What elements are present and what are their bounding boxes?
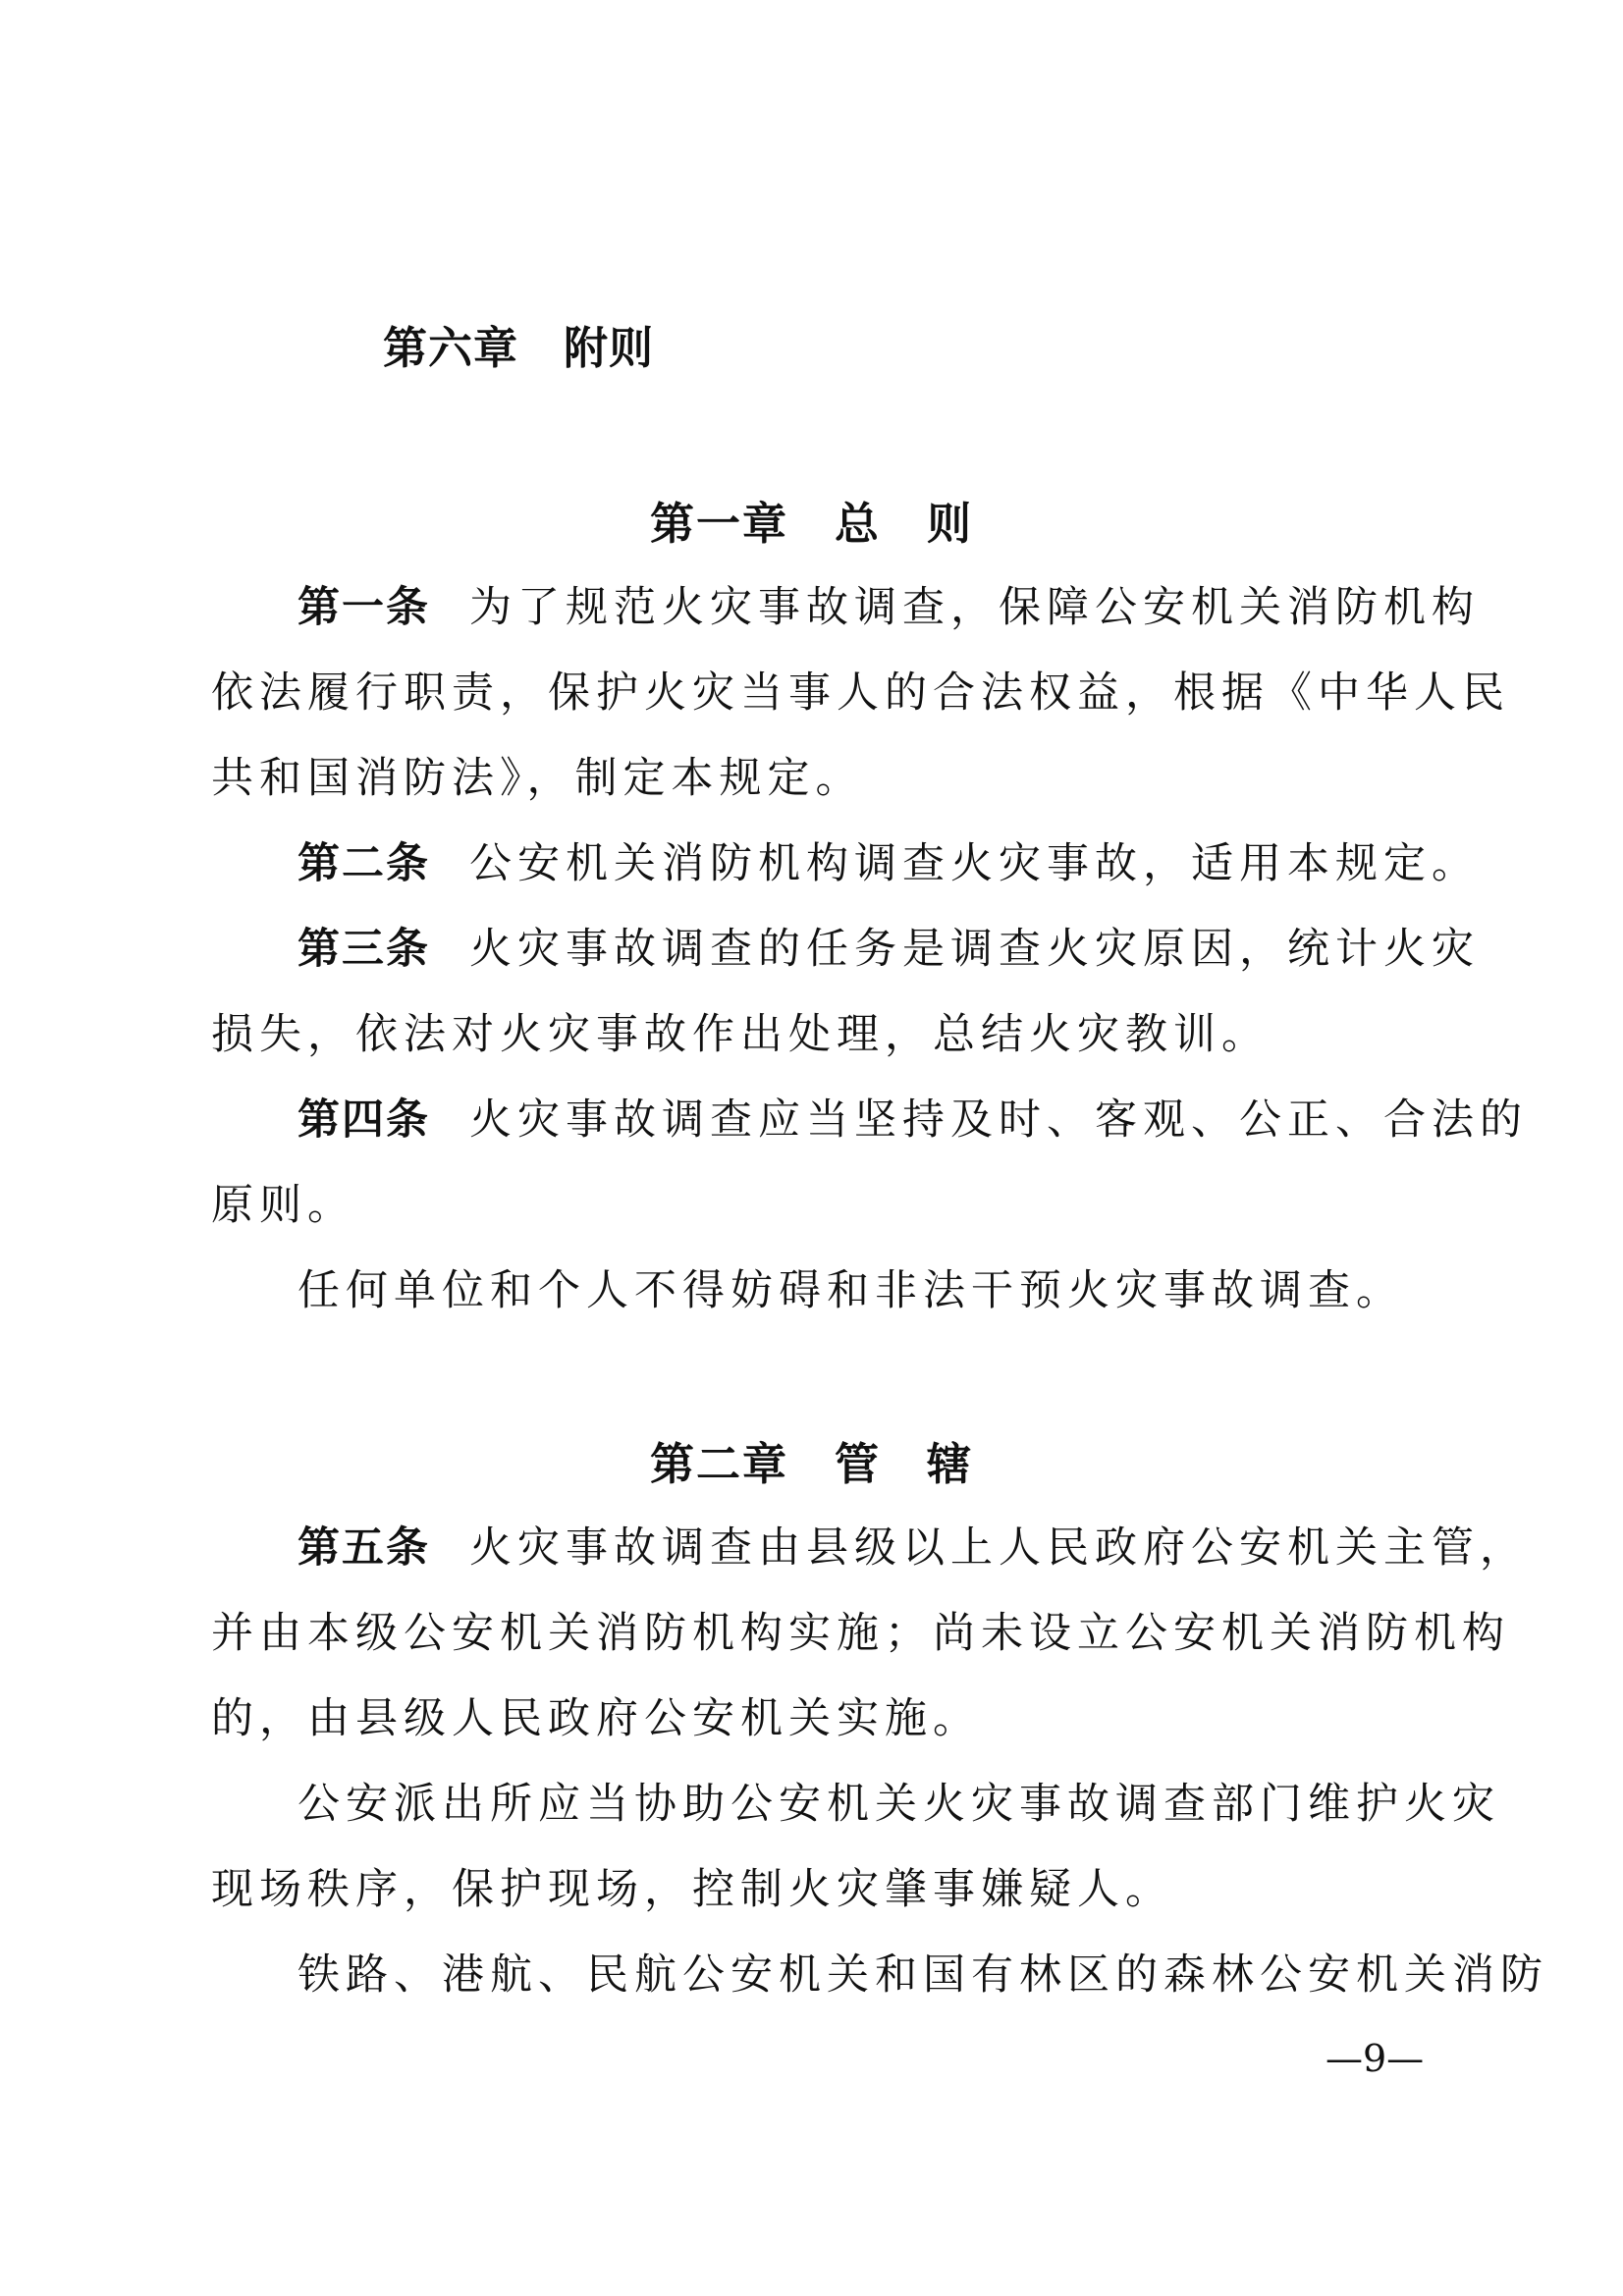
article-1-line-1 — [298, 574, 1480, 634]
chapter-six-heading: 第六章 附则 — [383, 322, 655, 374]
article-2-text-1: 公安机关消防机构调查火灾事故，适用本规定。 — [469, 839, 1480, 888]
chapter-two-title: 第二章 管 辖 — [649, 1438, 973, 1490]
article-2-label: 第二条 — [298, 839, 430, 888]
article-3-line-2: 损失，依法对火灾事故作出处理，总结火灾教训。 — [211, 1010, 1270, 1059]
page-number: —9— — [1325, 2037, 1425, 2080]
chapter-one-title: 第一章 总 则 — [649, 498, 973, 550]
article-1-text-1: 为了规范火灾事故调查，保障公安机关消防机构 — [469, 583, 1480, 632]
article-5-paragraph-2-line-2: 现场秩序，保护现场，控制火灾肇事嫌疑人。 — [211, 1865, 1173, 1914]
article-5-paragraph-2-line-1: 公安派出所应当协助公安机关火灾事故调查部门维护火灾 — [298, 1780, 1500, 1829]
article-3-text-1: 火灾事故调查的任务是调查火灾原因，统计火灾 — [469, 925, 1480, 974]
article-5-line-1 — [298, 1515, 1528, 1575]
article-2-line-1 — [298, 830, 1480, 890]
article-4-label: 第四条 — [298, 1095, 430, 1145]
article-5-text-1: 火灾事故调查由县级以上人民政府公安机关主管， — [469, 1523, 1528, 1573]
article-5-paragraph-3-line-1: 铁路、港航、民航公安机关和国有林区的森林公安机关消防 — [298, 1950, 1548, 2000]
article-5-label: 第五条 — [298, 1523, 430, 1573]
article-5-line-2: 并由本级公安机关消防机构实施；尚未设立公安机关消防机构 — [211, 1609, 1510, 1658]
article-1-line-2: 依法履行职责，保护火灾当事人的合法权益，根据《中华人民 — [211, 668, 1510, 718]
article-1-label: 第一条 — [298, 583, 430, 632]
article-4-text-1: 火灾事故调查应当坚持及时、客观、公正、合法的 — [469, 1095, 1528, 1145]
article-4-line-1 — [298, 1087, 1528, 1147]
article-4-paragraph-2: 任何单位和个人不得妨碍和非法干预火灾事故调查。 — [298, 1266, 1404, 1315]
article-5-line-3: 的，由县级人民政府公安机关实施。 — [211, 1694, 981, 1743]
article-4-line-2: 原则。 — [211, 1181, 355, 1230]
article-3-line-1 — [298, 916, 1480, 976]
article-1-line-3: 共和国消防法》，制定本规定。 — [211, 754, 864, 803]
article-3-label: 第三条 — [298, 925, 430, 974]
